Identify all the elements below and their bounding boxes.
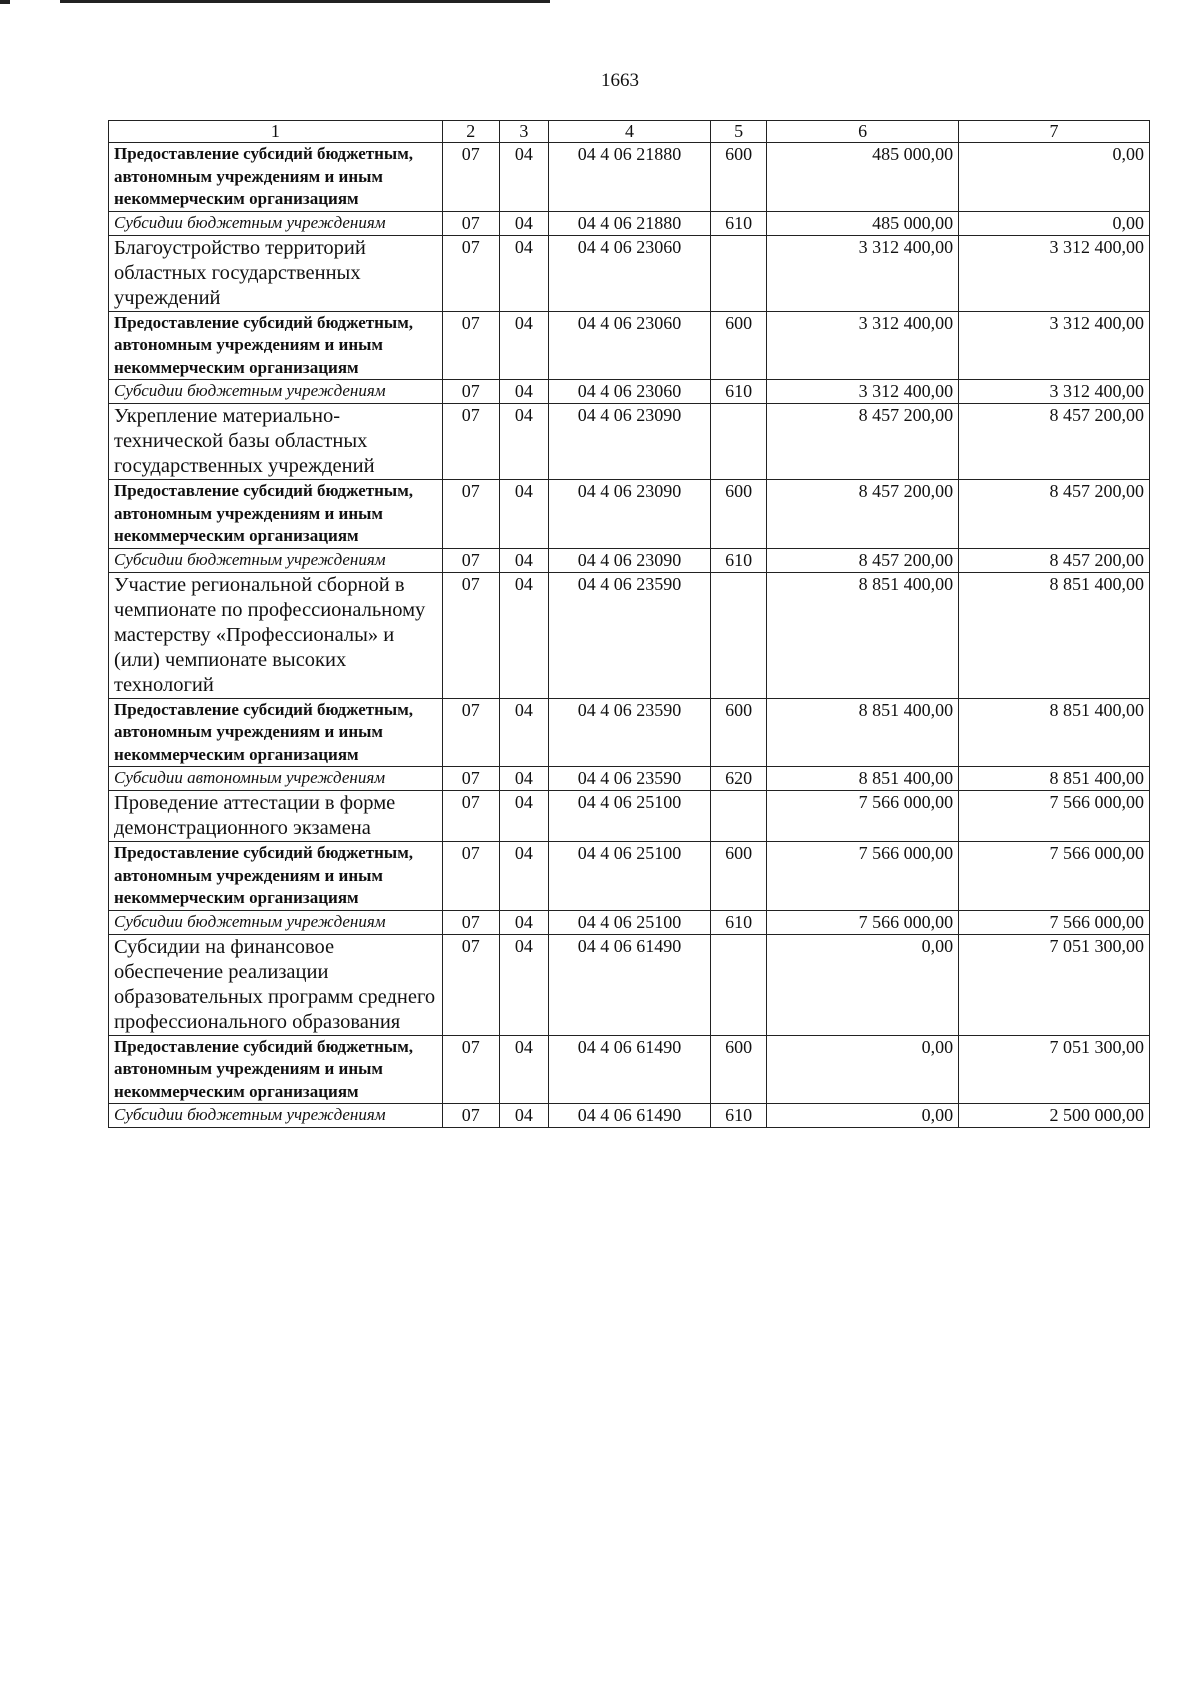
expense-type-code: 600 [711,143,767,212]
section-code: 07 [442,791,499,842]
target-article-code: 04 4 06 61490 [548,1104,710,1128]
amount-year-1: 8 457 200,00 [767,480,959,549]
subsection-code: 04 [499,934,548,1035]
table-row [109,1104,1150,1128]
target-article-code: 04 4 06 25100 [548,842,710,911]
expense-type-code: 610 [711,380,767,404]
section-code: 07 [442,842,499,911]
section-code: 07 [442,1035,499,1104]
subsection-code: 04 [499,143,548,212]
table-row [109,311,1150,380]
subsection-code: 04 [499,311,548,380]
item-name: Предоставление субсидий бюджетным, автономным учреждениям и иным некоммерческим организациям [109,698,443,767]
table-row [109,143,1150,212]
item-name: Предоставление субсидий бюджетным, автономным учреждениям и иным некоммерческим организациям [109,311,443,380]
expense-type-code: 620 [711,767,767,791]
subsection-code: 04 [499,211,548,235]
amount-year-2: 3 312 400,00 [959,311,1150,380]
item-name: Участие региональной сборной в чемпионате по профессиональному мастерству «Профессионалы» и (или) чемпионате высоких технологий [109,572,443,698]
table-row [109,791,1150,842]
table-row [109,404,1150,480]
target-article-code: 04 4 06 61490 [548,1035,710,1104]
item-name: Субсидии на финансовое обеспечение реализации образовательных программ среднего профессионального образования [109,934,443,1035]
amount-year-2: 3 312 400,00 [959,380,1150,404]
target-article-code: 04 4 06 23090 [548,480,710,549]
expense-type-code [711,235,767,311]
amount-year-2: 0,00 [959,211,1150,235]
item-name: Субсидии бюджетным учреждениям [109,211,443,235]
page-number: 1663 [601,70,639,91]
table-row [109,842,1150,911]
section-code: 07 [442,548,499,572]
target-article-code: 04 4 06 23060 [548,380,710,404]
subsection-code: 04 [499,767,548,791]
target-article-code: 04 4 06 23590 [548,767,710,791]
amount-year-2: 2 500 000,00 [959,1104,1150,1128]
subsection-code: 04 [499,698,548,767]
amount-year-1: 7 566 000,00 [767,791,959,842]
amount-year-1: 3 312 400,00 [767,235,959,311]
target-article-code: 04 4 06 25100 [548,791,710,842]
table-row [109,767,1150,791]
item-name: Благоустройство территорий областных государственных учреждений [109,235,443,311]
section-code: 07 [442,380,499,404]
subsection-code: 04 [499,1104,548,1128]
amount-year-2: 3 312 400,00 [959,235,1150,311]
item-name: Субсидии бюджетным учреждениям [109,548,443,572]
item-name: Укрепление материально-технической базы областных государственных учреждений [109,404,443,480]
table-body [109,143,1150,1128]
table-row [109,910,1150,934]
table-row [109,934,1150,1035]
item-name: Предоставление субсидий бюджетным, автономным учреждениям и иным некоммерческим организациям [109,480,443,549]
expense-type-code: 600 [711,311,767,380]
subsection-code: 04 [499,910,548,934]
subsection-code: 04 [499,1035,548,1104]
section-code: 07 [442,235,499,311]
section-code: 07 [442,1104,499,1128]
table-row [109,480,1150,549]
subsection-code: 04 [499,842,548,911]
expense-type-code: 600 [711,480,767,549]
item-name: Субсидии бюджетным учреждениям [109,910,443,934]
section-code: 07 [442,404,499,480]
expense-type-code: 610 [711,548,767,572]
expense-type-code: 610 [711,1104,767,1128]
amount-year-1: 8 457 200,00 [767,548,959,572]
section-code: 07 [442,767,499,791]
target-article-code: 04 4 06 21880 [548,211,710,235]
subsection-code: 04 [499,404,548,480]
column-header: 3 [499,121,548,143]
column-header: 5 [711,121,767,143]
amount-year-2: 7 051 300,00 [959,934,1150,1035]
target-article-code: 04 4 06 25100 [548,910,710,934]
amount-year-2: 7 566 000,00 [959,791,1150,842]
target-article-code: 04 4 06 23590 [548,698,710,767]
amount-year-1: 7 566 000,00 [767,910,959,934]
table-row [109,380,1150,404]
section-code: 07 [442,311,499,380]
item-name: Предоставление субсидий бюджетным, автономным учреждениям и иным некоммерческим организациям [109,143,443,212]
expense-type-code: 600 [711,698,767,767]
expense-type-code [711,404,767,480]
amount-year-2: 8 851 400,00 [959,572,1150,698]
table-row [109,548,1150,572]
expense-type-code: 610 [711,211,767,235]
expense-type-code [711,791,767,842]
amount-year-2: 8 457 200,00 [959,548,1150,572]
table-row [109,1035,1150,1104]
amount-year-1: 0,00 [767,1035,959,1104]
column-header: 2 [442,121,499,143]
item-name: Предоставление субсидий бюджетным, автономным учреждениям и иным некоммерческим организациям [109,842,443,911]
amount-year-1: 8 851 400,00 [767,767,959,791]
section-code: 07 [442,698,499,767]
column-header: 6 [767,121,959,143]
target-article-code: 04 4 06 61490 [548,934,710,1035]
amount-year-2: 8 851 400,00 [959,698,1150,767]
target-article-code: 04 4 06 23060 [548,235,710,311]
budget-table [108,120,1150,1128]
section-code: 07 [442,934,499,1035]
scan-edge-line [60,0,550,3]
target-article-code: 04 4 06 21880 [548,143,710,212]
amount-year-1: 3 312 400,00 [767,380,959,404]
amount-year-2: 7 566 000,00 [959,842,1150,911]
table-row [109,698,1150,767]
amount-year-2: 8 457 200,00 [959,480,1150,549]
item-name: Предоставление субсидий бюджетным, автономным учреждениям и иным некоммерческим организациям [109,1035,443,1104]
amount-year-1: 485 000,00 [767,143,959,212]
amount-year-1: 0,00 [767,934,959,1035]
item-name: Проведение аттестации в форме демонстрационного экзамена [109,791,443,842]
table-row [109,235,1150,311]
amount-year-1: 8 851 400,00 [767,572,959,698]
scan-edge-mark [0,0,10,4]
column-header: 4 [548,121,710,143]
amount-year-2: 7 566 000,00 [959,910,1150,934]
subsection-code: 04 [499,235,548,311]
section-code: 07 [442,143,499,212]
item-name: Субсидии бюджетным учреждениям [109,1104,443,1128]
amount-year-1: 485 000,00 [767,211,959,235]
column-header: 7 [959,121,1150,143]
expense-type-code [711,572,767,698]
section-code: 07 [442,211,499,235]
amount-year-2: 7 051 300,00 [959,1035,1150,1104]
amount-year-2: 8 457 200,00 [959,404,1150,480]
item-name: Субсидии бюджетным учреждениям [109,380,443,404]
expense-type-code: 600 [711,1035,767,1104]
table-row [109,572,1150,698]
section-code: 07 [442,572,499,698]
subsection-code: 04 [499,548,548,572]
expense-type-code [711,934,767,1035]
subsection-code: 04 [499,791,548,842]
target-article-code: 04 4 06 23090 [548,404,710,480]
subsection-code: 04 [499,380,548,404]
amount-year-2: 0,00 [959,143,1150,212]
column-header: 1 [109,121,443,143]
amount-year-1: 7 566 000,00 [767,842,959,911]
amount-year-1: 3 312 400,00 [767,311,959,380]
expense-type-code: 600 [711,842,767,911]
target-article-code: 04 4 06 23060 [548,311,710,380]
section-code: 07 [442,480,499,549]
target-article-code: 04 4 06 23090 [548,548,710,572]
table-row [109,211,1150,235]
subsection-code: 04 [499,572,548,698]
amount-year-2: 8 851 400,00 [959,767,1150,791]
target-article-code: 04 4 06 23590 [548,572,710,698]
amount-year-1: 8 457 200,00 [767,404,959,480]
column-number-row [109,121,1150,143]
amount-year-1: 0,00 [767,1104,959,1128]
item-name: Субсидии автономным учреждениям [109,767,443,791]
section-code: 07 [442,910,499,934]
expense-type-code: 610 [711,910,767,934]
amount-year-1: 8 851 400,00 [767,698,959,767]
subsection-code: 04 [499,480,548,549]
